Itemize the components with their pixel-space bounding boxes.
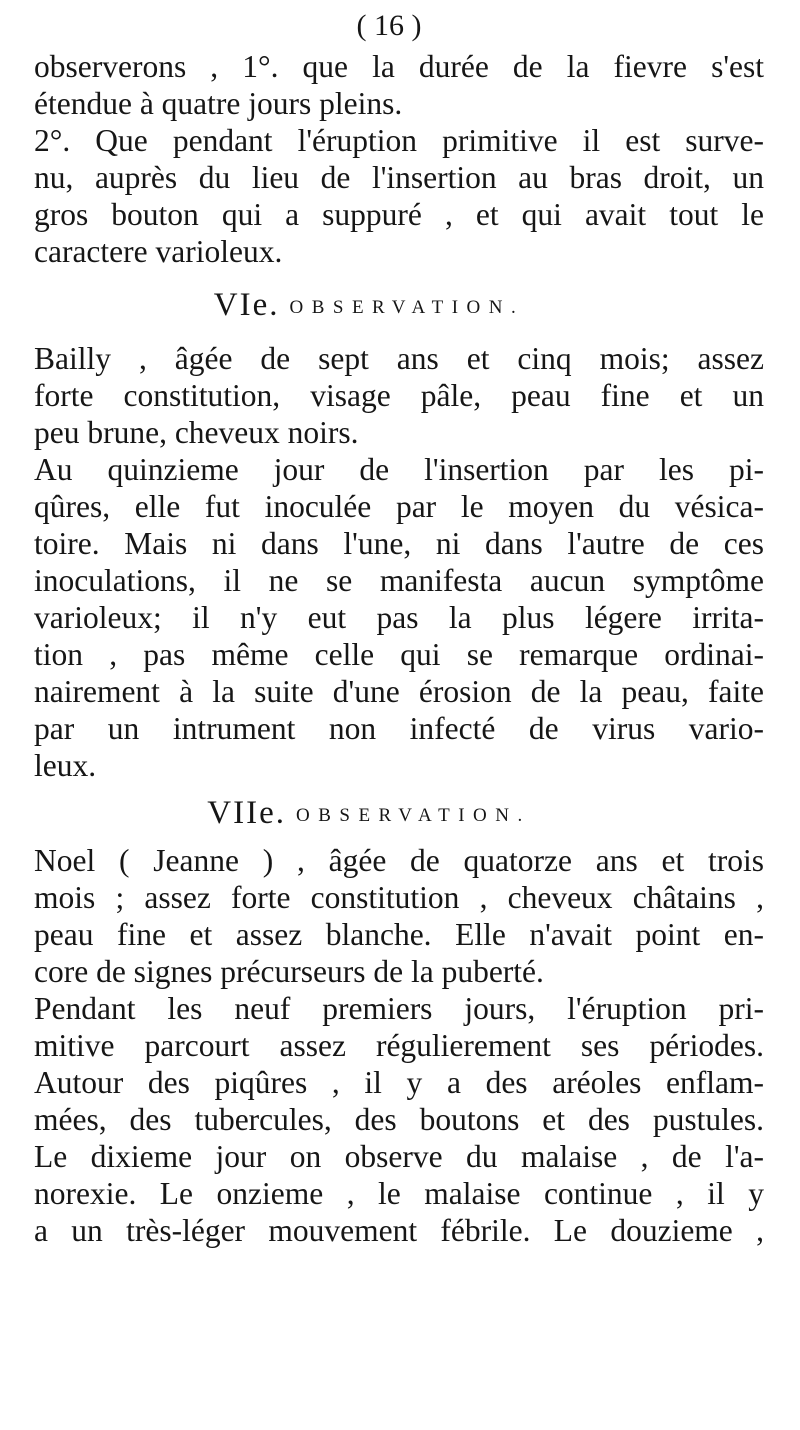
heading-word: OBSERVATION. bbox=[295, 805, 531, 826]
text-line: nairement à la suite d'une érosion de la peau, faite bbox=[34, 674, 764, 709]
text-line: caractere varioleux. bbox=[34, 234, 283, 269]
paragraph-bailly bbox=[34, 340, 764, 784]
heading-number: VIe. bbox=[213, 286, 280, 323]
text-line: mois ; assez forte constitution , cheveux châtains , bbox=[34, 880, 764, 915]
text-line: forte constitution, visage pâle, peau fine et un bbox=[34, 378, 764, 413]
text-line: Pendant les neuf premiers jours, l'éruption pri- bbox=[34, 991, 764, 1026]
text-line: observerons , 1°. que la durée de la fievre s'est bbox=[34, 49, 764, 84]
text-line: toire. Mais ni dans l'une, ni dans l'autre de ces bbox=[34, 526, 764, 561]
text-line: mitive parcourt assez régulierement ses périodes. bbox=[34, 1028, 764, 1063]
text-line: tion , pas même celle qui se remarque ordinai- bbox=[34, 637, 764, 672]
text-line: par un intrument non infecté de virus vario- bbox=[34, 711, 764, 746]
text-line: mées, des tubercules, des boutons et des pustules. bbox=[34, 1102, 764, 1137]
text-line: Au quinzieme jour de l'insertion par les pi- bbox=[34, 452, 764, 487]
text-line: qûres, elle fut inoculée par le moyen du vésica- bbox=[34, 489, 764, 524]
text-line: a un très-léger mouvement fébrile. Le douzieme , bbox=[34, 1213, 764, 1248]
text-line: peu brune, cheveux noirs. bbox=[34, 415, 359, 450]
text-line: core de signes précurseurs de la puberté. bbox=[34, 954, 544, 989]
text-line: Autour des piqûres , il y a des aréoles enflam- bbox=[34, 1065, 764, 1100]
text-line: gros bouton qui a suppuré , et qui avait tout le bbox=[34, 197, 764, 232]
text-line: norexie. Le onzieme , le malaise continue , il y bbox=[34, 1176, 764, 1211]
text-line: Noel ( Jeanne ) , âgée de quatorze ans et trois bbox=[34, 843, 764, 878]
text-line: Le dixieme jour on observe du malaise , de l'a- bbox=[34, 1139, 764, 1174]
paragraph-noel bbox=[34, 842, 764, 1249]
text-line: étendue à quatre jours pleins. bbox=[34, 86, 403, 121]
text-line: nu, auprès du lieu de l'insertion au bras droit, un bbox=[34, 160, 764, 195]
text-line: varioleux; il n'y eut pas la plus légere irrita- bbox=[34, 600, 764, 635]
text-line: 2°. Que pendant l'éruption primitive il est surve- bbox=[34, 123, 764, 158]
text-line: peau fine et assez blanche. Elle n'avait point en- bbox=[34, 917, 764, 952]
page-number: ( 16 ) bbox=[356, 9, 422, 42]
section-heading-vi bbox=[0, 270, 764, 340]
text-line: inoculations, il ne se manifesta aucun symptôme bbox=[34, 563, 764, 598]
text-line: leux. bbox=[34, 748, 97, 783]
paragraph-conclusion bbox=[34, 48, 764, 270]
section-heading-vii bbox=[0, 784, 764, 842]
heading-word: OBSERVATION. bbox=[289, 297, 525, 318]
text-line: Bailly , âgée de sept ans et cinq mois; assez bbox=[34, 341, 764, 376]
book-page bbox=[34, 6, 764, 1249]
heading-number: VIIe. bbox=[207, 794, 286, 831]
